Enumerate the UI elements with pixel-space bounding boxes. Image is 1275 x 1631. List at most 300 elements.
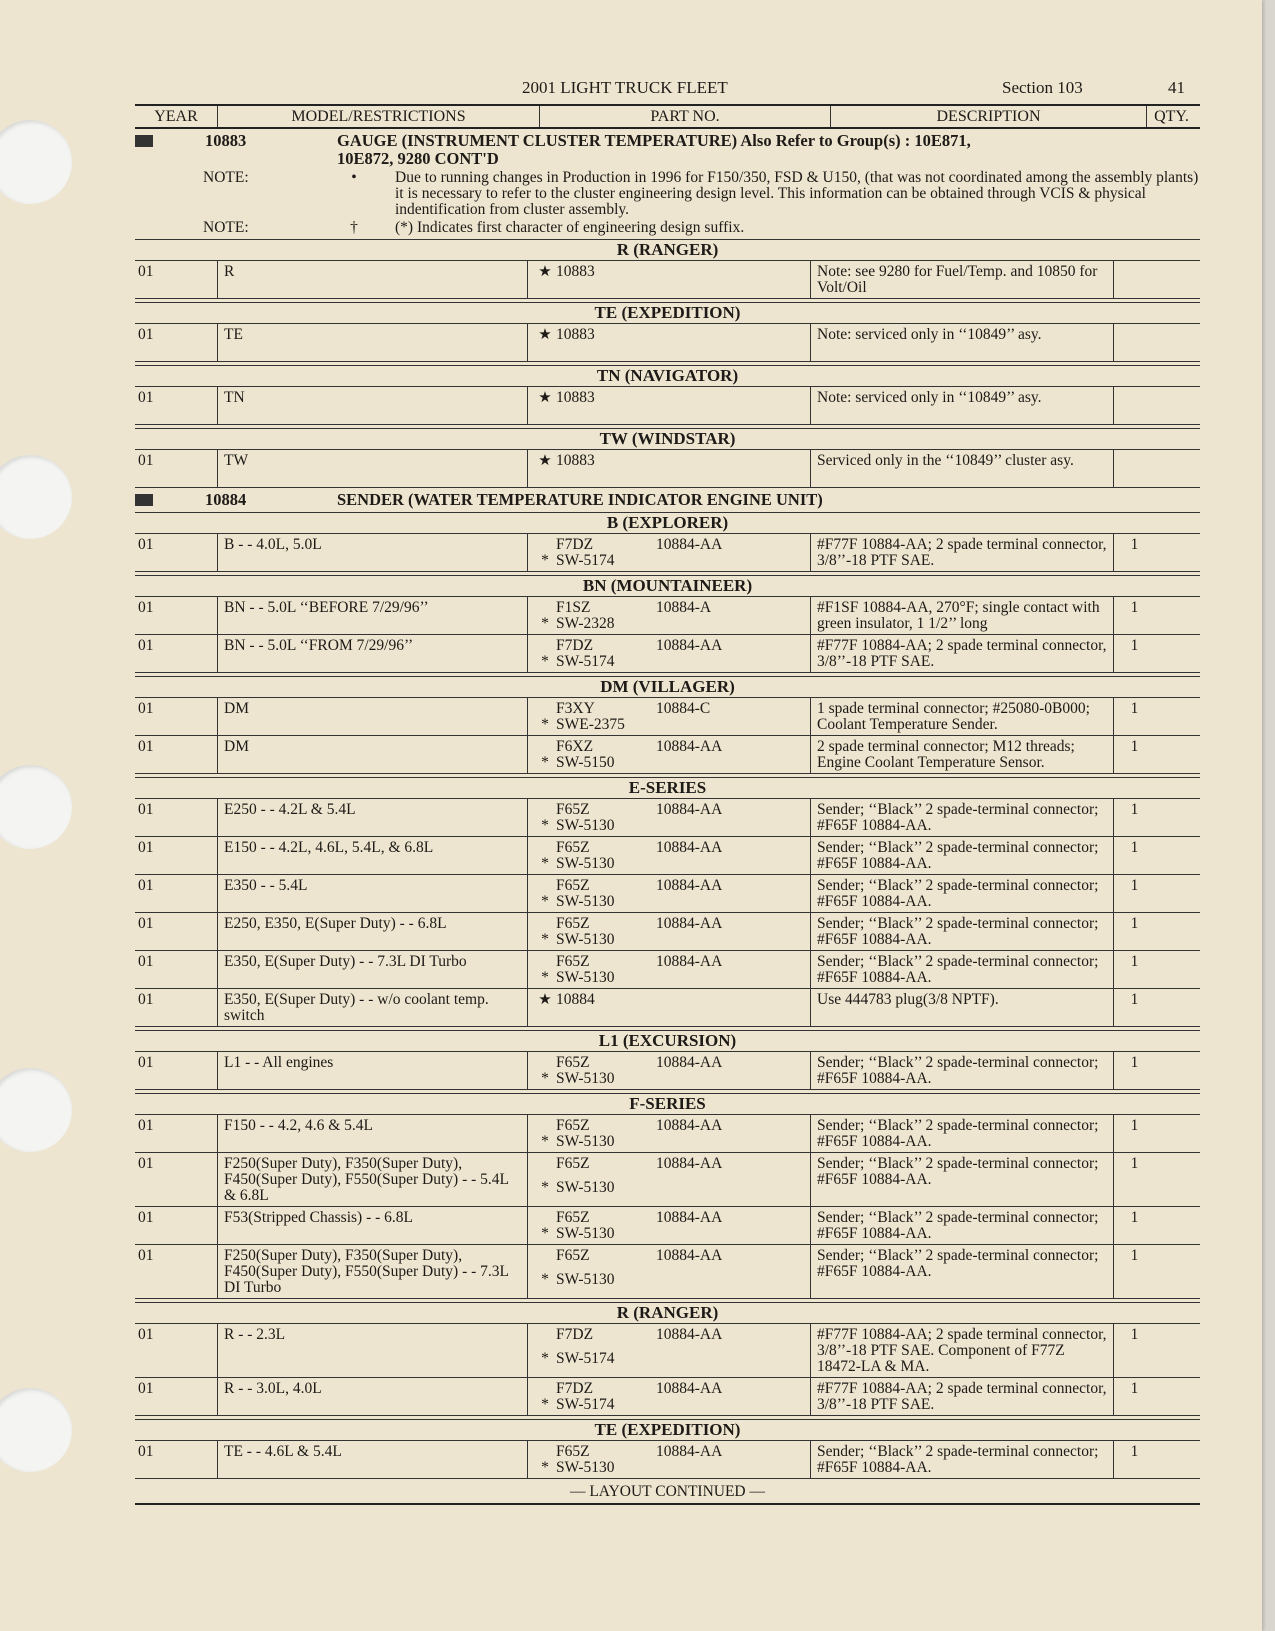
part-number: F65Z — [556, 1209, 590, 1226]
year-cell: 01 — [138, 700, 154, 717]
model-cell: TW — [217, 450, 527, 487]
binder-hole — [0, 455, 72, 539]
part-number-line — [556, 1156, 806, 1180]
qty-cell: 1 — [1113, 1115, 1153, 1152]
note-label: NOTE: — [203, 169, 249, 186]
model-cell: TE — [217, 324, 527, 361]
part-number-line — [556, 954, 806, 970]
page-number: 41 — [1168, 78, 1185, 97]
asterisk-icon: * — [541, 931, 549, 948]
part-number-line — [556, 701, 806, 717]
qty-cell: 1 — [1113, 1207, 1153, 1244]
year-cell: 01 — [138, 738, 154, 755]
note — [135, 220, 1200, 236]
model-cell: BN - - 5.0L ‘‘FROM 7/29/96’’ — [217, 635, 527, 672]
page-title: 2001 LIGHT TRUCK FLEET — [522, 78, 728, 97]
description-cell: Sender; ‘‘Black’’ 2 spade-terminal connector; #F65F 10884-AA. — [810, 1441, 1113, 1478]
description-cell: #F77F 10884-AA; 2 spade terminal connector, 3/8’’-18 PTF SAE. — [810, 1378, 1113, 1415]
table-row — [135, 324, 1200, 362]
asterisk-icon: * — [541, 1133, 549, 1150]
part-number-cell — [527, 913, 810, 950]
asterisk-icon: * — [541, 1225, 549, 1242]
description-cell: Sender; ‘‘Black’’ 2 spade-terminal connector; #F65F 10884-AA. — [810, 799, 1113, 836]
part-number-suffix: 10884-AA — [656, 1443, 723, 1460]
asterisk-icon: * — [541, 754, 549, 771]
table-row — [135, 799, 1200, 837]
supplier-part-number: SW-5150 — [556, 754, 615, 771]
qty-cell: 1 — [1113, 875, 1153, 912]
model-cell: BN - - 5.0L ‘‘BEFORE 7/29/96’’ — [217, 597, 527, 634]
part-number-suffix: 10884-AA — [656, 1117, 723, 1134]
part-number-cell — [527, 1245, 810, 1298]
part-number-line — [556, 878, 806, 894]
model-heading: E-SERIES — [135, 777, 1200, 799]
supplier-part-number: SW-5130 — [556, 931, 615, 948]
blank-mark — [534, 1156, 556, 1180]
part-number: F65Z — [556, 839, 590, 856]
qty-cell: 1 — [1113, 913, 1153, 950]
table-row — [135, 1115, 1200, 1153]
part-number: 10884 — [556, 991, 595, 1008]
model-heading: R (RANGER) — [135, 239, 1200, 261]
qty-cell: 1 — [1113, 534, 1153, 571]
part-number-line — [556, 739, 806, 755]
part-number: F65Z — [556, 953, 590, 970]
part-number-cell — [527, 597, 810, 634]
part-number-suffix: 10884-AA — [656, 1209, 723, 1226]
model-cell: B - - 4.0L, 5.0L — [217, 534, 527, 571]
group-marker-icon — [135, 494, 153, 506]
year-cell: 01 — [138, 1054, 154, 1071]
description-cell: Sender; ‘‘Black’’ 2 spade-terminal connector; #F65F 10884-AA. — [810, 875, 1113, 912]
year-cell: 01 — [138, 1247, 154, 1264]
table-row — [135, 1378, 1200, 1416]
model-cell: E250 - - 4.2L & 5.4L — [217, 799, 527, 836]
blank-mark — [534, 1381, 556, 1397]
binder-hole — [0, 120, 72, 204]
part-number: F7DZ — [556, 637, 594, 654]
year-cell: 01 — [138, 1380, 154, 1397]
blank-mark — [534, 739, 556, 755]
part-number: F65Z — [556, 1247, 590, 1264]
part-number-cell — [527, 698, 810, 735]
qty-cell — [1113, 324, 1153, 361]
qty-cell: 1 — [1113, 698, 1153, 735]
part-number: F65Z — [556, 1117, 590, 1134]
model-cell: R — [217, 261, 527, 298]
part-number-suffix: 10884-AA — [656, 637, 723, 654]
year-cell: 01 — [138, 389, 154, 406]
note-text: (*) Indicates first character of engineering design suffix. — [395, 219, 745, 236]
part-number-suffix: 10884-AA — [656, 839, 723, 856]
year-cell: 01 — [138, 599, 154, 616]
description-cell: Note: see 9280 for Fuel/Temp. and 10850 for Volt/Oil — [810, 261, 1113, 298]
year-cell: 01 — [138, 1155, 154, 1172]
blank-mark — [534, 840, 556, 856]
model-cell: E250, E350, E(Super Duty) - - 6.8L — [217, 913, 527, 950]
qty-cell: 1 — [1113, 1441, 1153, 1478]
group-title-line: GAUGE (INSTRUMENT CLUSTER TEMPERATURE) Also Refer to Group(s) : 10E871, — [337, 131, 971, 150]
part-number-suffix — [656, 992, 806, 1024]
part-number-suffix — [656, 327, 806, 359]
part-number-cell — [527, 450, 810, 487]
asterisk-icon: * — [541, 1271, 549, 1288]
description-cell: #F77F 10884-AA; 2 spade terminal connector, 3/8’’-18 PTF SAE. — [810, 635, 1113, 672]
part-number-suffix — [656, 390, 806, 422]
description-cell: #F77F 10884-AA; 2 spade terminal connector, 3/8’’-18 PTF SAE. Component of F77Z 18472-LA & MA. — [810, 1324, 1113, 1377]
catalog-content — [135, 76, 1200, 1505]
part-number: 10883 — [556, 263, 595, 280]
asterisk-icon: * — [541, 1070, 549, 1087]
part-number: F7DZ — [556, 536, 594, 553]
part-number-suffix — [656, 453, 806, 485]
part-number-cell — [527, 534, 810, 571]
supplier-part-number: SW-5130 — [556, 1070, 615, 1087]
part-number: F65Z — [556, 877, 590, 894]
table-row — [135, 951, 1200, 989]
table-row — [135, 989, 1200, 1027]
part-number-line — [556, 453, 806, 485]
part-number-suffix: 10884-AA — [656, 738, 723, 755]
part-number: F65Z — [556, 1054, 590, 1071]
description-cell: #F1SF 10884-AA, 270°F; single contact with green insulator, 1 1/2’’ long — [810, 597, 1113, 634]
model-cell: F250(Super Duty), F350(Super Duty), F450(Super Duty), F550(Super Duty) - - 5.4L & 6.8L — [217, 1153, 527, 1206]
description-cell: Sender; ‘‘Black’’ 2 spade-terminal connector; #F65F 10884-AA. — [810, 1052, 1113, 1089]
note — [135, 170, 1200, 218]
binder-hole — [0, 765, 72, 849]
section-label: Section 103 — [1002, 78, 1083, 97]
asterisk-icon: * — [541, 1179, 549, 1196]
part-number-suffix: 10884-AA — [656, 1247, 723, 1264]
part-number-suffix: 10884-C — [656, 700, 711, 717]
bullet-icon: • — [351, 169, 357, 186]
description-cell: Note: serviced only in ‘‘10849’’ asy. — [810, 387, 1113, 424]
part-number: F3XY — [556, 700, 595, 717]
part-number-suffix: 10884-AA — [656, 1326, 723, 1343]
part-number-cell — [527, 261, 810, 298]
year-cell: 01 — [138, 1209, 154, 1226]
qty-cell: 1 — [1113, 1245, 1153, 1298]
part-number-cell — [527, 1153, 810, 1206]
qty-cell — [1113, 261, 1153, 298]
part-number-cell — [527, 1207, 810, 1244]
part-number-cell — [527, 989, 810, 1026]
asterisk-icon: * — [541, 615, 549, 632]
part-number-suffix: 10884-AA — [656, 801, 723, 818]
qty-cell: 1 — [1113, 597, 1153, 634]
table-row — [135, 387, 1200, 425]
star-icon: ★ — [538, 992, 552, 1008]
blank-mark — [534, 1248, 556, 1272]
part-number-line — [556, 992, 806, 1024]
qty-cell — [1113, 450, 1153, 487]
asterisk-icon: * — [541, 1350, 549, 1367]
part-number-suffix: 10884-AA — [656, 536, 723, 553]
column-header-part-no: PART NO. — [539, 106, 830, 127]
supplier-part-number: SW-5174 — [556, 653, 615, 670]
table-row — [135, 1052, 1200, 1090]
group-title-line: 10E872, 9280 CONT'D — [337, 149, 499, 168]
year-cell: 01 — [138, 1443, 154, 1460]
group-sections — [135, 512, 1200, 1479]
part-number-suffix: 10884-A — [656, 599, 712, 616]
model-heading: TW (WINDSTAR) — [135, 428, 1200, 450]
part-number-cell — [527, 1378, 810, 1415]
binder-hole — [0, 1388, 72, 1472]
star-icon: ★ — [538, 327, 552, 343]
supplier-part-number: SW-5130 — [556, 1271, 615, 1288]
part-number-cell — [527, 1441, 810, 1478]
part-number-line — [556, 327, 806, 359]
part-number-suffix: 10884-AA — [656, 915, 723, 932]
blank-mark — [534, 954, 556, 970]
asterisk-icon: * — [541, 817, 549, 834]
model-cell: E350 - - 5.4L — [217, 875, 527, 912]
page-header — [135, 76, 1200, 104]
table-row — [135, 450, 1200, 488]
part-number-line — [556, 1248, 806, 1272]
description-cell: 2 spade terminal connector; M12 threads; Engine Coolant Temperature Sensor. — [810, 736, 1113, 773]
description-cell: #F77F 10884-AA; 2 spade terminal connector, 3/8’’-18 PTF SAE. — [810, 534, 1113, 571]
part-number-line — [556, 264, 806, 296]
qty-cell: 1 — [1113, 837, 1153, 874]
part-number-suffix: 10884-AA — [656, 1155, 723, 1172]
part-number-cell — [527, 799, 810, 836]
supplier-part-number: SW-5130 — [556, 1459, 615, 1476]
year-cell: 01 — [138, 839, 154, 856]
asterisk-icon: * — [541, 855, 549, 872]
model-heading: L1 (EXCURSION) — [135, 1030, 1200, 1052]
column-header-model: MODEL/RESTRICTIONS — [217, 106, 539, 127]
description-cell: Sender; ‘‘Black’’ 2 spade-terminal connector; #F65F 10884-AA. — [810, 1207, 1113, 1244]
part-number-line — [556, 916, 806, 932]
model-cell: R - - 3.0L, 4.0L — [217, 1378, 527, 1415]
part-number-line — [556, 802, 806, 818]
model-cell: F250(Super Duty), F350(Super Duty), F450(Super Duty), F550(Super Duty) - - 7.3L DI Turbo — [217, 1245, 527, 1298]
model-heading: TN (NAVIGATOR) — [135, 365, 1200, 387]
table-row — [135, 1245, 1200, 1299]
part-number-line — [556, 1327, 806, 1351]
group-number: 10883 — [205, 131, 247, 150]
year-cell: 01 — [138, 536, 154, 553]
part-number-cell — [527, 635, 810, 672]
part-number-line — [556, 1118, 806, 1134]
description-cell: Sender; ‘‘Black’’ 2 spade-terminal connector; #F65F 10884-AA. — [810, 837, 1113, 874]
part-number-cell — [527, 736, 810, 773]
layout-continued-footer: — LAYOUT CONTINUED — — [135, 1483, 1200, 1505]
asterisk-icon: * — [541, 716, 549, 733]
description-cell: Note: serviced only in ‘‘10849’’ asy. — [810, 324, 1113, 361]
group-number: 10884 — [205, 490, 247, 509]
model-cell: DM — [217, 736, 527, 773]
part-number-suffix: 10884-AA — [656, 953, 723, 970]
part-number-cell — [527, 875, 810, 912]
part-number-line — [556, 1381, 806, 1397]
model-cell: E350, E(Super Duty) - - 7.3L DI Turbo — [217, 951, 527, 988]
asterisk-icon: * — [541, 893, 549, 910]
supplier-part-number: SW-5130 — [556, 893, 615, 910]
model-cell: DM — [217, 698, 527, 735]
year-cell: 01 — [138, 915, 154, 932]
supplier-part-number: SWE-2375 — [556, 716, 625, 733]
part-number-line — [556, 1055, 806, 1071]
binder-hole — [0, 1068, 72, 1152]
description-cell: Sender; ‘‘Black’’ 2 spade-terminal connector; #F65F 10884-AA. — [810, 1115, 1113, 1152]
part-number-suffix: 10884-AA — [656, 1054, 723, 1071]
qty-cell: 1 — [1113, 1378, 1153, 1415]
blank-mark — [534, 916, 556, 932]
part-number: 10883 — [556, 452, 595, 469]
model-cell: TE - - 4.6L & 5.4L — [217, 1441, 527, 1478]
blank-mark — [534, 537, 556, 553]
year-cell: 01 — [138, 263, 154, 280]
group-title — [297, 132, 971, 168]
table-row — [135, 261, 1200, 299]
year-cell: 01 — [138, 953, 154, 970]
blank-mark — [534, 1118, 556, 1134]
blank-mark — [534, 802, 556, 818]
blank-mark — [534, 600, 556, 616]
table-row — [135, 1153, 1200, 1207]
part-number: F7DZ — [556, 1380, 594, 1397]
part-number-suffix — [656, 264, 806, 296]
year-cell: 01 — [138, 326, 154, 343]
part-number: F1SZ — [556, 599, 591, 616]
star-icon: ★ — [538, 264, 552, 280]
asterisk-icon: * — [541, 1459, 549, 1476]
part-number: F65Z — [556, 1155, 590, 1172]
blank-mark — [534, 878, 556, 894]
supplier-part-number: SW-2328 — [556, 615, 615, 632]
qty-cell: 1 — [1113, 1153, 1153, 1206]
year-cell: 01 — [138, 801, 154, 818]
table-row — [135, 635, 1200, 673]
description-cell: Sender; ‘‘Black’’ 2 spade-terminal connector; #F65F 10884-AA. — [810, 913, 1113, 950]
part-number-cell — [527, 1052, 810, 1089]
supplier-part-number: SW-5174 — [556, 1396, 615, 1413]
column-header-qty: QTY. — [1146, 106, 1196, 127]
part-number-cell — [527, 1324, 810, 1377]
table-row — [135, 534, 1200, 572]
asterisk-icon: * — [541, 653, 549, 670]
table-row — [135, 913, 1200, 951]
part-number: F65Z — [556, 1443, 590, 1460]
qty-cell: 1 — [1113, 736, 1153, 773]
column-header-description: DESCRIPTION — [830, 106, 1146, 127]
table-row — [135, 1324, 1200, 1378]
description-cell: Sender; ‘‘Black’’ 2 spade-terminal connector; #F65F 10884-AA. — [810, 951, 1113, 988]
column-header-year: YEAR — [154, 108, 198, 125]
part-number-line — [556, 1444, 806, 1460]
year-cell: 01 — [138, 1117, 154, 1134]
year-cell: 01 — [138, 991, 154, 1008]
year-cell: 01 — [138, 1326, 154, 1343]
model-cell: L1 - - All engines — [217, 1052, 527, 1089]
year-cell: 01 — [138, 452, 154, 469]
dagger-icon: † — [350, 219, 358, 236]
part-number-cell — [527, 324, 810, 361]
model-cell: TN — [217, 387, 527, 424]
blank-mark — [534, 1327, 556, 1351]
model-cell: F53(Stripped Chassis) - - 6.8L — [217, 1207, 527, 1244]
part-number-line — [556, 638, 806, 654]
asterisk-icon: * — [541, 552, 549, 569]
supplier-part-number: SW-5130 — [556, 855, 615, 872]
supplier-part-number: SW-5130 — [556, 1133, 615, 1150]
table-row — [135, 597, 1200, 635]
part-number-suffix: 10884-AA — [656, 1380, 723, 1397]
description-cell: Sender; ‘‘Black’’ 2 spade-terminal connector; #F65F 10884-AA. — [810, 1153, 1113, 1206]
part-number: 10883 — [556, 326, 595, 343]
model-heading: F-SERIES — [135, 1093, 1200, 1115]
qty-cell — [1113, 387, 1153, 424]
description-cell: Use 444783 plug(3/8 NPTF). — [810, 989, 1113, 1026]
table-row — [135, 736, 1200, 774]
supplier-part-number: SW-5130 — [556, 817, 615, 834]
qty-cell: 1 — [1113, 635, 1153, 672]
supplier-part-number: SW-5130 — [556, 1179, 615, 1196]
model-cell: E350, E(Super Duty) - - w/o coolant temp. switch — [217, 989, 527, 1026]
part-number-line — [556, 537, 806, 553]
model-heading: R (RANGER) — [135, 1302, 1200, 1324]
part-number: F65Z — [556, 915, 590, 932]
model-heading: TE (EXPEDITION) — [135, 1419, 1200, 1441]
part-number: F6XZ — [556, 738, 594, 755]
column-header-row — [135, 104, 1200, 129]
table-row — [135, 837, 1200, 875]
description-cell: Sender; ‘‘Black’’ 2 spade-terminal connector; #F65F 10884-AA. — [810, 1245, 1113, 1298]
model-heading: DM (VILLAGER) — [135, 676, 1200, 698]
blank-mark — [534, 701, 556, 717]
table-row — [135, 1207, 1200, 1245]
qty-cell: 1 — [1113, 989, 1153, 1026]
blank-mark — [534, 1055, 556, 1071]
part-number-cell — [527, 387, 810, 424]
group-sections — [135, 239, 1200, 488]
table-row — [135, 1441, 1200, 1479]
part-number-cell — [527, 951, 810, 988]
supplier-part-number: SW-5174 — [556, 1350, 615, 1367]
qty-cell: 1 — [1113, 1324, 1153, 1377]
blank-mark — [534, 638, 556, 654]
model-cell: E150 - - 4.2L, 4.6L, 5.4L, & 6.8L — [217, 837, 527, 874]
asterisk-icon: * — [541, 969, 549, 986]
star-icon: ★ — [538, 453, 552, 469]
table-row — [135, 698, 1200, 736]
part-number: F7DZ — [556, 1326, 594, 1343]
model-heading: TE (EXPEDITION) — [135, 302, 1200, 324]
model-cell: R - - 2.3L — [217, 1324, 527, 1377]
part-number-suffix: 10884-AA — [656, 877, 723, 894]
group-marker-icon — [135, 135, 153, 147]
blank-mark — [534, 1210, 556, 1226]
qty-cell: 1 — [1113, 951, 1153, 988]
note-label: NOTE: — [203, 219, 249, 236]
table-row — [135, 875, 1200, 913]
supplier-part-number: SW-5174 — [556, 552, 615, 569]
qty-cell: 1 — [1113, 799, 1153, 836]
part-number: F65Z — [556, 801, 590, 818]
part-number-line — [556, 1210, 806, 1226]
part-number-line — [556, 390, 806, 422]
model-cell: F150 - - 4.2, 4.6 & 5.4L — [217, 1115, 527, 1152]
year-cell: 01 — [138, 877, 154, 894]
part-number-cell — [527, 837, 810, 874]
part-number: 10883 — [556, 389, 595, 406]
part-number-line — [556, 600, 806, 616]
star-icon: ★ — [538, 390, 552, 406]
group-heading — [135, 132, 1200, 168]
